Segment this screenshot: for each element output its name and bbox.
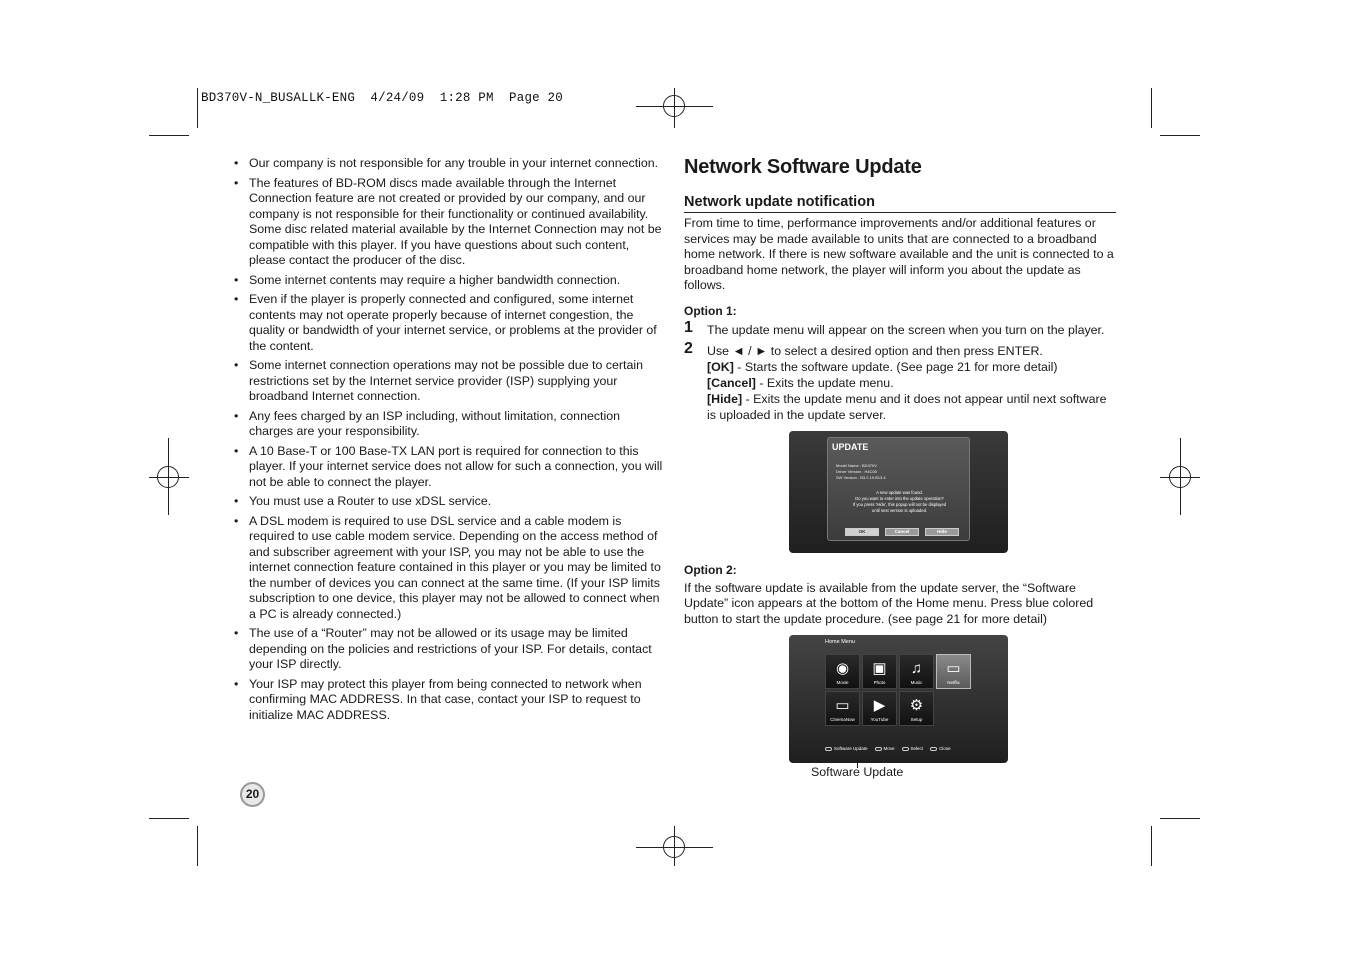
list-item-text: The features of BD-ROM discs made available through the Internet Connection feature are not created or provided by our company, and our company is not responsible for their functionality or continued availability. Some disc related material available by the Internet Connection may not be compatible with this player. If you have questions about such content, please contact the producer of the disc.	[249, 175, 662, 267]
option1-label: Option 1:	[684, 303, 737, 318]
tile-cinemanow	[825, 691, 860, 726]
music-note-icon: ♫	[910, 660, 923, 677]
hint-label: Close	[939, 746, 951, 751]
tile-label: Movie	[836, 680, 849, 685]
update-dialog-screenshot	[789, 431, 1008, 553]
close-hint	[930, 746, 951, 751]
bullet-icon: •	[234, 156, 239, 170]
ok-text: - Starts the software update. (See page 21 for more detail)	[733, 359, 1058, 374]
tile-movie	[825, 654, 860, 689]
blue-button-icon	[825, 747, 832, 751]
ok-description	[707, 359, 1116, 375]
registration-circle	[1169, 466, 1191, 488]
list-item-text: Even if the player is properly connected and configured, some internet contents may not operate properly because of internet congestion, the quality or bandwidth of your internet service, or problems at the provider of the content.	[249, 292, 657, 353]
photo-icon: ▣	[872, 660, 887, 677]
bullet-icon: •	[234, 175, 239, 190]
list-item	[233, 273, 666, 289]
bullet-icon: •	[234, 408, 239, 423]
bullet-icon: •	[234, 494, 239, 508]
list-item	[233, 358, 666, 405]
step-1	[684, 318, 1116, 338]
crop-mark	[1151, 88, 1152, 128]
tile-label: CinemaNow	[830, 717, 855, 722]
list-item	[233, 626, 666, 673]
crop-mark	[197, 826, 198, 866]
netflix-icon: ▭	[946, 660, 961, 677]
registration-circle	[663, 836, 685, 858]
list-item	[233, 514, 666, 623]
intro-paragraph: From time to time, performance improvements and/or additional features or services may be made available to units that are connected to a broadband home network. If there is new software available and the unit is connected to a broadband home network, the player will inform you about the update as follows.	[684, 216, 1114, 292]
list-item	[233, 156, 666, 172]
tile-label: Setup	[910, 717, 923, 722]
option2-label: Option 2:	[684, 562, 737, 577]
dialog-info	[836, 463, 886, 481]
hide-text: - Exits the update menu and it does not appear until next software is uploaded in the update server.	[707, 391, 1107, 422]
list-item	[233, 494, 666, 510]
right-column	[684, 156, 1116, 763]
option2-paragraph: If the software update is available from the update server, the “Software Update” icon appears at the bottom of the Home menu. Press blue colored button to start the update procedure. (see page 21 for more detail)	[684, 580, 1094, 626]
print-slug: BD370V-N_BUSALLK-ENG 4/24/09 1:28 PM Page 20	[201, 91, 563, 105]
crop-mark	[1160, 818, 1200, 819]
cancel-description	[707, 375, 1116, 391]
cancel-key: [Cancel]	[707, 375, 756, 390]
tile-label: Netflix	[947, 680, 960, 685]
bullet-icon: •	[234, 676, 239, 691]
crop-mark	[149, 818, 189, 819]
step-2	[684, 339, 1116, 423]
list-item	[233, 292, 666, 354]
setup-gear-icon: ⚙	[909, 697, 924, 714]
list-item-text: You must use a Router to use xDSL service.	[249, 494, 492, 508]
cancel-button: Cancel	[885, 528, 919, 536]
crop-mark	[1151, 826, 1152, 866]
ok-button: OK	[845, 528, 879, 536]
dialog-message	[836, 490, 963, 514]
list-item	[233, 444, 666, 491]
page-title: Network Software Update	[684, 156, 922, 178]
model-name: Model Name : BD370V	[836, 462, 877, 468]
crop-mark	[1160, 135, 1200, 136]
message-line: until next version is uploaded.	[871, 507, 928, 513]
step-number: 1	[684, 318, 693, 336]
bullet-icon: •	[234, 358, 239, 372]
list-item	[233, 176, 666, 269]
select-hint	[902, 746, 924, 751]
ok-key: [OK]	[707, 359, 734, 374]
update-dialog	[827, 437, 970, 541]
tile-netflix	[936, 654, 971, 689]
cancel-text: - Exits the update menu.	[755, 375, 894, 390]
step-text: Use ◄ / ► to select a desired option and then press ENTER.	[707, 343, 1043, 358]
tile-youtube	[862, 691, 897, 726]
list-item-text: Some internet contents may require a higher bandwidth connection.	[249, 272, 621, 287]
bullet-icon: •	[234, 272, 239, 287]
hide-button: Hide	[925, 528, 959, 536]
cinemanow-icon: ▭	[835, 697, 850, 714]
home-menu-tiles	[825, 654, 972, 726]
bullet-icon: •	[234, 626, 239, 640]
tile-setup	[899, 691, 934, 726]
home-menu-title: Home Menu	[825, 639, 855, 645]
enter-button-icon	[902, 747, 909, 751]
hide-key: [Hide]	[707, 391, 743, 406]
tile-label: Photo	[873, 680, 886, 685]
section-heading: Network update notification	[684, 194, 1116, 213]
software-update-hint	[825, 746, 868, 751]
movie-disc-icon: ◉	[835, 660, 850, 677]
list-item	[233, 409, 666, 440]
list-item-text: Your ISP may protect this player from being connected to network when confirming MAC ADDRESS. In that case, contact your ISP to request to initialize MAC ADDRESS.	[249, 676, 642, 722]
list-item-text: Our company is not responsible for any trouble in your internet connection.	[249, 156, 659, 170]
step-text: The update menu will appear on the screen when you turn on the player.	[707, 322, 1105, 337]
arrow-pad-icon	[875, 747, 882, 751]
youtube-icon: ▶	[873, 697, 886, 714]
page-number: 20	[240, 782, 265, 807]
message-line: If you press 'Hide', this popup will not be displayed	[852, 501, 947, 507]
figure-caption: Software Update	[811, 765, 904, 779]
list-item-text: The use of a “Router” may not be allowed or its usage may be limited depending on the policies and restrictions of your ISP. For details, contact your ISP directly.	[249, 626, 652, 671]
bullet-icon: •	[234, 513, 239, 528]
hint-label: Software Update	[834, 746, 868, 751]
home-menu-bar	[825, 746, 975, 751]
message-line: A new update was found.	[876, 489, 923, 495]
registration-circle	[663, 95, 685, 117]
hide-description	[707, 391, 1116, 423]
crop-mark	[197, 88, 198, 128]
hint-label: Move	[883, 746, 895, 751]
dialog-buttons	[845, 528, 959, 536]
list-item-text: A DSL modem is required to use DSL service and a cable modem is required to use cable modem service. Depending on the access method of and subscriber agreement with your ISP, you may not be able to use the internet connection feature contained in this player or you may be limited to the number of devices you can connect at the same time. (If your ISP limits subscription to one device, this player may not be allowed to connect when a PC is already connected.)	[249, 513, 661, 621]
tile-label: YouTube	[870, 717, 889, 722]
crop-mark	[149, 135, 189, 136]
list-item-text: Some internet connection operations may not be possible due to certain restrictions set by the Internet service provider (ISP) supplying your broadband Internet connection.	[249, 358, 643, 403]
move-hint	[875, 746, 895, 751]
left-column	[233, 156, 666, 727]
return-button-icon	[930, 747, 937, 751]
dialog-title: UPDATE	[832, 441, 869, 452]
registration-circle	[157, 466, 179, 488]
hint-label: Select	[910, 746, 924, 751]
tile-label: Music	[910, 680, 923, 685]
step-number: 2	[684, 339, 693, 357]
list-item-text: Any fees charged by an ISP including, without limitation, connection charges are your responsibility.	[249, 408, 621, 438]
tile-photo	[862, 654, 897, 689]
notes-list	[233, 156, 666, 723]
tile-music	[899, 654, 934, 689]
sw-version: SW Version : B3.2.19.B13.4	[836, 474, 886, 480]
driver-version: Driver Version : H4C00	[836, 468, 877, 474]
home-menu-screenshot	[789, 635, 1008, 763]
bullet-icon: •	[234, 443, 239, 458]
message-line: Do you want to enter into the update operation?	[855, 495, 944, 501]
list-item-text: A 10 Base-T or 100 Base-TX LAN port is required for connection to this player. If your internet service does not allow for such a connection, you will not be able to connect the player.	[249, 443, 663, 489]
bullet-icon: •	[234, 292, 239, 306]
list-item	[233, 677, 666, 724]
